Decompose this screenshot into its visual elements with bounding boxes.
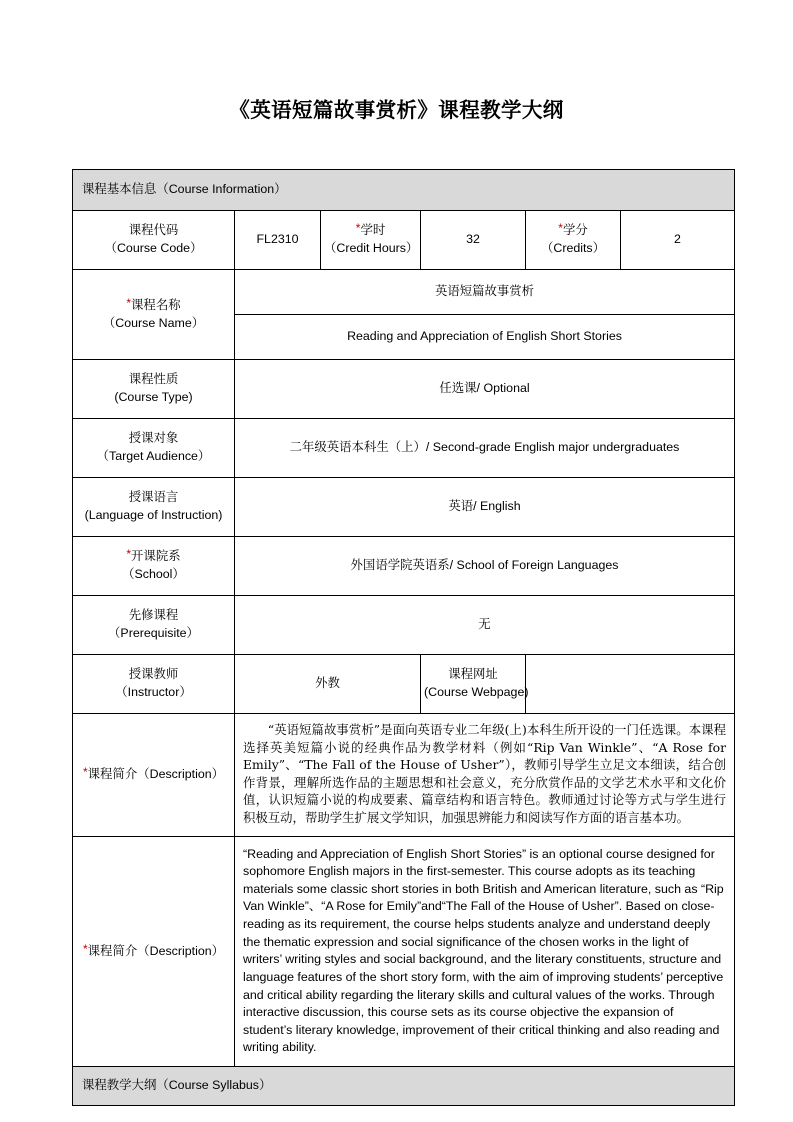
label-language-cn: 授课语言 [128, 490, 179, 505]
required-asterisk-icon: * [83, 765, 88, 780]
table-row [73, 714, 735, 837]
value-description-en: “Reading and Appreciation of English Short Stories” is an optional course designed for sophomore English majors in the first-semester. This course adopts as its teaching materials some classic short stories in both British and American literature, such as “Rip Van Winkle”、“A Rose for Emily”and“The Fall of the House of Usher”. Based on close-reading as its requirement, the course helps students analyze and understand deeply the thematic expression and social significance of the chosen works in the light of writers’ writing styles and social background, and the literary constituents, structure and language features of the short story form, with the aim of improving students’ perceptive and critical ability regarding the literary skills and cultural values of the works. Through interactive discussion, this course sets as its course objective the expansion of student’s literary knowledge, improvement of their critical thinking and also reading and writing ability. [235, 836, 735, 1066]
label-school-cn: *开课院系 [126, 547, 181, 564]
value-instructor: 外教 [235, 655, 421, 714]
value-credit-hours: 32 [421, 211, 526, 270]
section-band-course-syllabus: 课程教学大纲（Course Syllabus） [73, 1066, 735, 1105]
label-course-type [73, 360, 235, 419]
required-asterisk-icon: * [126, 295, 132, 310]
label-course-webpage-en: (Course Webpage) [424, 685, 529, 699]
label-language-of-instruction [73, 478, 235, 537]
label-description-cn: *课程简介（Description） [73, 714, 235, 837]
label-credits-cn: *学分 [558, 221, 588, 238]
page-title: 《英语短篇故事赏析》课程教学大纲 [229, 98, 564, 122]
table-row [73, 836, 735, 1066]
value-school: 外国语学院英语系/ School of Foreign Languages [235, 537, 735, 596]
value-prerequisite: 无 [235, 596, 735, 655]
table-row [73, 596, 735, 655]
table-row [73, 211, 735, 270]
table-row [73, 360, 735, 419]
label-target-audience-en: （Target Audience） [96, 449, 211, 463]
label-course-name-cn: *课程名称 [126, 295, 181, 312]
label-prerequisite-cn: 先修课程 [128, 608, 179, 623]
table-row [73, 270, 735, 315]
label-language-en: (Language of Instruction) [84, 508, 223, 522]
label-target-audience-cn: 授课对象 [128, 431, 179, 446]
label-target-audience [73, 419, 235, 478]
value-course-code: FL2310 [235, 211, 321, 270]
table-row [73, 537, 735, 596]
table-row [73, 170, 735, 211]
required-asterisk-icon: * [83, 941, 88, 956]
label-course-code-cn: 课程代码 [128, 223, 179, 238]
label-credit-hours [321, 211, 421, 270]
label-course-type-en: (Course Type) [114, 390, 193, 404]
value-course-type: 任选课/ Optional [235, 360, 735, 419]
label-course-name-en: （Course Name） [102, 315, 205, 330]
table-row [73, 478, 735, 537]
table-row [73, 655, 735, 714]
value-target-audience: 二年级英语本科生（上）/ Second-grade English major undergraduates [235, 419, 735, 478]
required-asterisk-icon: * [126, 547, 132, 562]
course-information-table [72, 169, 735, 1106]
label-school-en: （School） [122, 567, 185, 581]
value-course-webpage [526, 655, 735, 714]
section-band-course-information: 课程基本信息（Course Information） [73, 170, 735, 211]
label-prerequisite-en: （Prerequisite） [108, 626, 199, 640]
label-credit-hours-cn: *学时 [355, 221, 386, 238]
label-course-webpage [421, 655, 529, 714]
label-course-webpage-cn: 课程网址 [448, 667, 498, 682]
label-credit-hours-en: （Credit Hours） [324, 241, 419, 255]
label-instructor [73, 655, 235, 714]
value-course-name-en: Reading and Appreciation of English Short Stories [235, 315, 735, 360]
value-description-cn: “英语短篇故事赏析”是面向英语专业二年级(上)本科生所开设的一门任选课。本课程选择英美短篇小说的经典作品为教学材料（例如“Rip Van Winkle”、“A Rose for Emily”、“The Fall of the House of Usher”），教师引导学生立足文本细读，结合创作背景，理解所选作品的主题思想和社会意义，充分欣赏作品的文学艺术水平和文化价值，认识短篇小说的构成要素、篇章结构和语言特色。教师通过讨论等方式与学生进行积极互动，帮助学生扩展文学知识，加强思辨能力和阅读写作方面的语言基本功。 [235, 714, 735, 837]
label-instructor-cn: 授课教师 [128, 667, 179, 682]
label-instructor-en: （Instructor） [115, 685, 192, 699]
value-course-name-cn: 英语短篇故事赏析 [235, 270, 735, 315]
value-credits: 2 [621, 211, 735, 270]
required-asterisk-icon: * [558, 221, 563, 236]
label-course-code [73, 211, 235, 270]
table-row [73, 419, 735, 478]
value-language-of-instruction: 英语/ English [235, 478, 735, 537]
label-school [73, 537, 235, 596]
table-row [73, 1066, 735, 1105]
label-course-type-cn: 课程性质 [128, 372, 179, 387]
label-course-code-en: （Course Code） [104, 241, 203, 255]
label-credits-en: （Credits） [540, 241, 606, 255]
label-credits [526, 211, 621, 270]
label-description-en: *课程简介（Description） [73, 836, 235, 1066]
label-prerequisite [73, 596, 235, 655]
required-asterisk-icon: * [355, 221, 361, 236]
label-course-name [73, 270, 235, 360]
